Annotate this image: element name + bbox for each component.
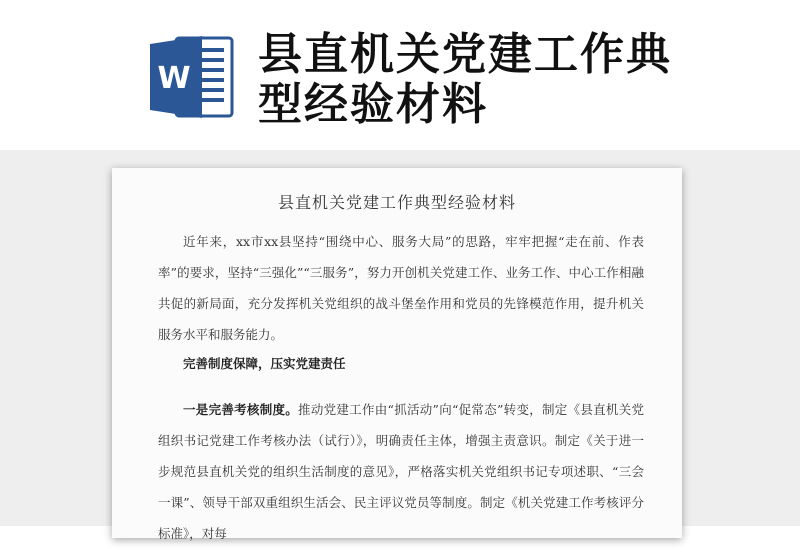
paragraph-lead: 一是完善考核制度。 — [183, 402, 299, 417]
document-title: 县直机关党建工作典型经验材料 — [277, 193, 516, 212]
document-page — [112, 168, 682, 541]
word-icon-letter: W — [157, 61, 191, 96]
banner — [0, 0, 800, 150]
intro-paragraph: 近年来，xx市xx县坚持“围绕中心、服务大局”的思路，牢牢把握“走在前、作表率”的要求，坚持“三强化”“三服务”，努力开创机关党建工作、业务工作、中心工作相融共促的新局面，充分发挥机关党组织的战斗堡垒作用和党员的先锋模范作用，提升机关服务水平和服务能力。 — [158, 234, 644, 342]
paragraph-body: 推动党建工作由“抓活动”向“促常态”转变，制定《县直机关党组织书记党建工作考核办法（试行）》，明确责任主体，增强主责意识。制定《关于进一步规范县直机关党的组织生活制度的意见》，严格落实机关党组织书记专项述职、“三会一课”、领导干部双重组织生活会、民主评议党员等制度。制定《机关党建工作考核评分标准》，对每 — [158, 402, 644, 541]
banner-title: 县直机关党建工作典型经验材料 — [258, 29, 672, 130]
word-doc-icon — [150, 34, 234, 120]
section-heading: 完善制度保障，压实党建责任 — [183, 356, 346, 371]
